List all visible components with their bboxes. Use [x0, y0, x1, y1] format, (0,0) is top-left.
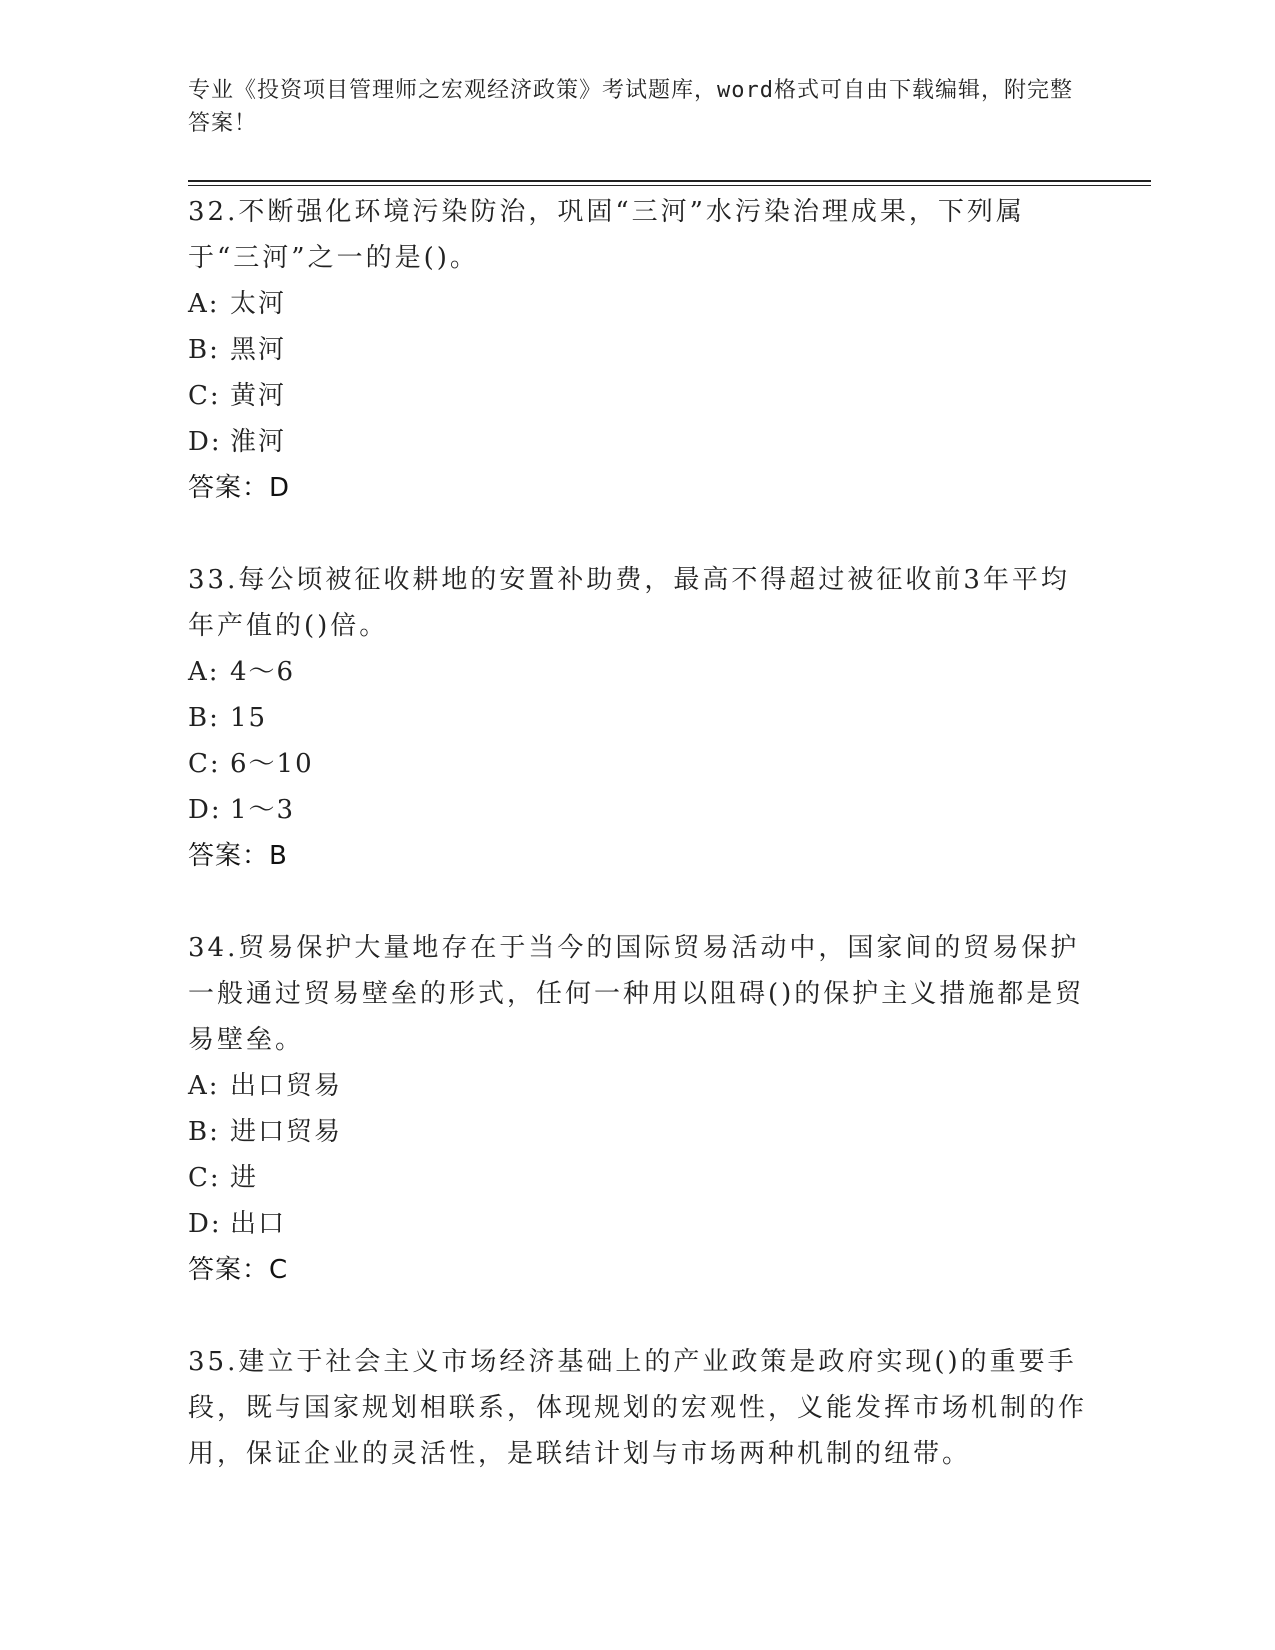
document-header: 专业《投资项目管理师之宏观经济政策》考试题库，word格式可自由下载编辑，附完整答案！ — [188, 78, 1073, 136]
option-key: D: — [188, 795, 222, 825]
question-34 — [188, 925, 1148, 1293]
option-b — [188, 695, 1148, 741]
option-d — [188, 1201, 1148, 1247]
option-text: 出口 — [230, 1209, 287, 1239]
option-text: 黑河 — [230, 335, 287, 365]
question-35 — [188, 1339, 1148, 1477]
question-stem: 34.贸易保护大量地存在于当今的国际贸易活动中，国家间的贸易保护一般通过贸易壁垒的形式，任何一种用以阻碍()的保护主义措施都是贸易壁垒。 — [188, 933, 1085, 1055]
option-key: A: — [188, 657, 220, 687]
option-key: C: — [188, 381, 221, 411]
header-divider-thin — [188, 185, 1151, 186]
option-key: A: — [188, 289, 220, 319]
option-key: B: — [188, 703, 220, 733]
question-list — [188, 189, 1148, 1477]
question-stem: 35.建立于社会主义市场经济基础上的产业政策是政府实现()的重要手段，既与国家规划相联系，体现规划的宏观性，义能发挥市场机制的作用，保证企业的灵活性，是联结计划与市场两种机制的纽带。 — [188, 1347, 1088, 1469]
option-a — [188, 281, 1148, 327]
question-spacer — [188, 879, 1148, 925]
question-spacer — [188, 511, 1148, 557]
option-a — [188, 1063, 1148, 1109]
option-key: C: — [188, 749, 221, 779]
answer-line: 答案：C — [188, 1255, 289, 1285]
answer-line: 答案：D — [188, 473, 291, 503]
header-divider-thick — [188, 180, 1151, 182]
option-text: 6～10 — [230, 749, 314, 779]
option-key: D: — [188, 427, 222, 457]
question-stem: 33.每公顷被征收耕地的安置补助费，最高不得超过被征收前3年平均年产值的()倍。 — [188, 565, 1070, 641]
option-key: B: — [188, 335, 220, 365]
option-text: 15 — [230, 703, 268, 733]
question-stem: 32.不断强化环境污染防治，巩固“三河”水污染治理成果，下列属于“三河”之一的是()。 — [188, 197, 1025, 273]
question-32 — [188, 189, 1148, 511]
option-text: 太河 — [230, 289, 287, 319]
option-c — [188, 373, 1148, 419]
question-33 — [188, 557, 1148, 879]
answer-line: 答案：B — [188, 841, 288, 871]
option-b — [188, 1109, 1148, 1155]
option-c — [188, 1155, 1148, 1201]
option-text: 4～6 — [230, 657, 296, 687]
option-d — [188, 419, 1148, 465]
option-a — [188, 649, 1148, 695]
option-key: D: — [188, 1209, 222, 1239]
option-text: 进口贸易 — [230, 1117, 343, 1147]
option-text: 黄河 — [230, 381, 287, 411]
option-b — [188, 327, 1148, 373]
option-c — [188, 741, 1148, 787]
option-text: 进 — [230, 1163, 259, 1193]
option-text: 淮河 — [230, 427, 287, 457]
question-spacer — [188, 1293, 1148, 1339]
option-key: A: — [188, 1071, 220, 1101]
option-text: 出口贸易 — [230, 1071, 343, 1101]
option-text: 1～3 — [230, 795, 296, 825]
option-key: C: — [188, 1163, 221, 1193]
option-key: B: — [188, 1117, 220, 1147]
option-d — [188, 787, 1148, 833]
